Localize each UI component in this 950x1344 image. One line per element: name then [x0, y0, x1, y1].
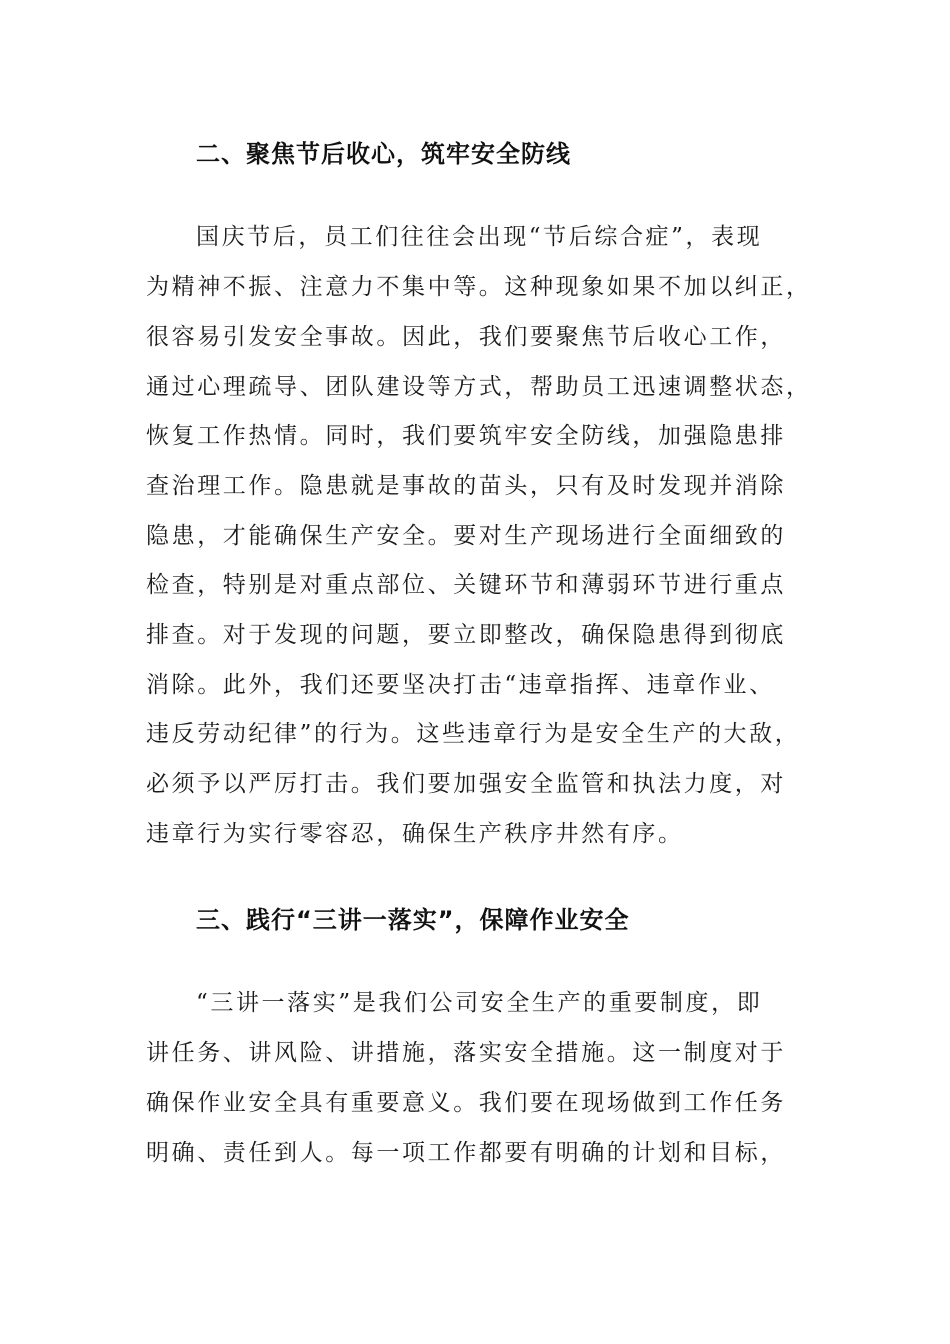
paragraph-line: “三讲一落实”是我们公司安全生产的重要制度，即: [196, 990, 763, 1016]
paragraph-line: 为精神不振、注意力不集中等。这种现象如果不加以纠正，: [146, 274, 812, 300]
paragraph-line: 违章行为实行零容忍，确保生产秩序井然有序。: [146, 821, 684, 847]
section-heading: 二、聚焦节后收心，筑牢安全防线: [196, 140, 571, 168]
paragraph-line: 国庆节后，员工们往往会出现“节后综合症”，表现: [196, 224, 763, 250]
paragraph-line: 讲任务、讲风险、讲措施，落实安全措施。这一制度对于: [146, 1040, 786, 1066]
paragraph-line: 必须予以严厉打击。我们要加强安全监管和执法力度，对: [146, 771, 786, 797]
paragraph-line: 明确、责任到人。每一项工作都要有明确的计划和目标，: [146, 1140, 786, 1166]
paragraph-line: 消除。此外，我们还要坚决打击“违章指挥、违章作业、: [146, 672, 775, 698]
paragraph-line: 确保作业安全具有重要意义。我们要在现场做到工作任务: [146, 1090, 786, 1116]
paragraph-line: 隐患，才能确保生产安全。要对生产现场进行全面细致的: [146, 523, 786, 549]
paragraph-line: 很容易引发安全事故。因此，我们要聚焦节后收心工作，: [146, 324, 786, 350]
paragraph-line: 通过心理疏导、团队建设等方式，帮助员工迅速调整状态，: [146, 374, 812, 400]
paragraph-line: 查治理工作。隐患就是事故的苗头，只有及时发现并消除: [146, 473, 786, 499]
paragraph-line: 检查，特别是对重点部位、关键环节和薄弱环节进行重点: [146, 572, 786, 598]
section-heading: 三、践行“三讲一落实”，保障作业安全: [196, 906, 630, 934]
paragraph-line: 违反劳动纪律”的行为。这些违章行为是安全生产的大敌，: [146, 721, 801, 747]
paragraph-line: 恢复工作热情。同时，我们要筑牢安全防线，加强隐患排: [146, 423, 786, 449]
paragraph-line: 排查。对于发现的问题，要立即整改，确保隐患得到彻底: [146, 622, 786, 648]
